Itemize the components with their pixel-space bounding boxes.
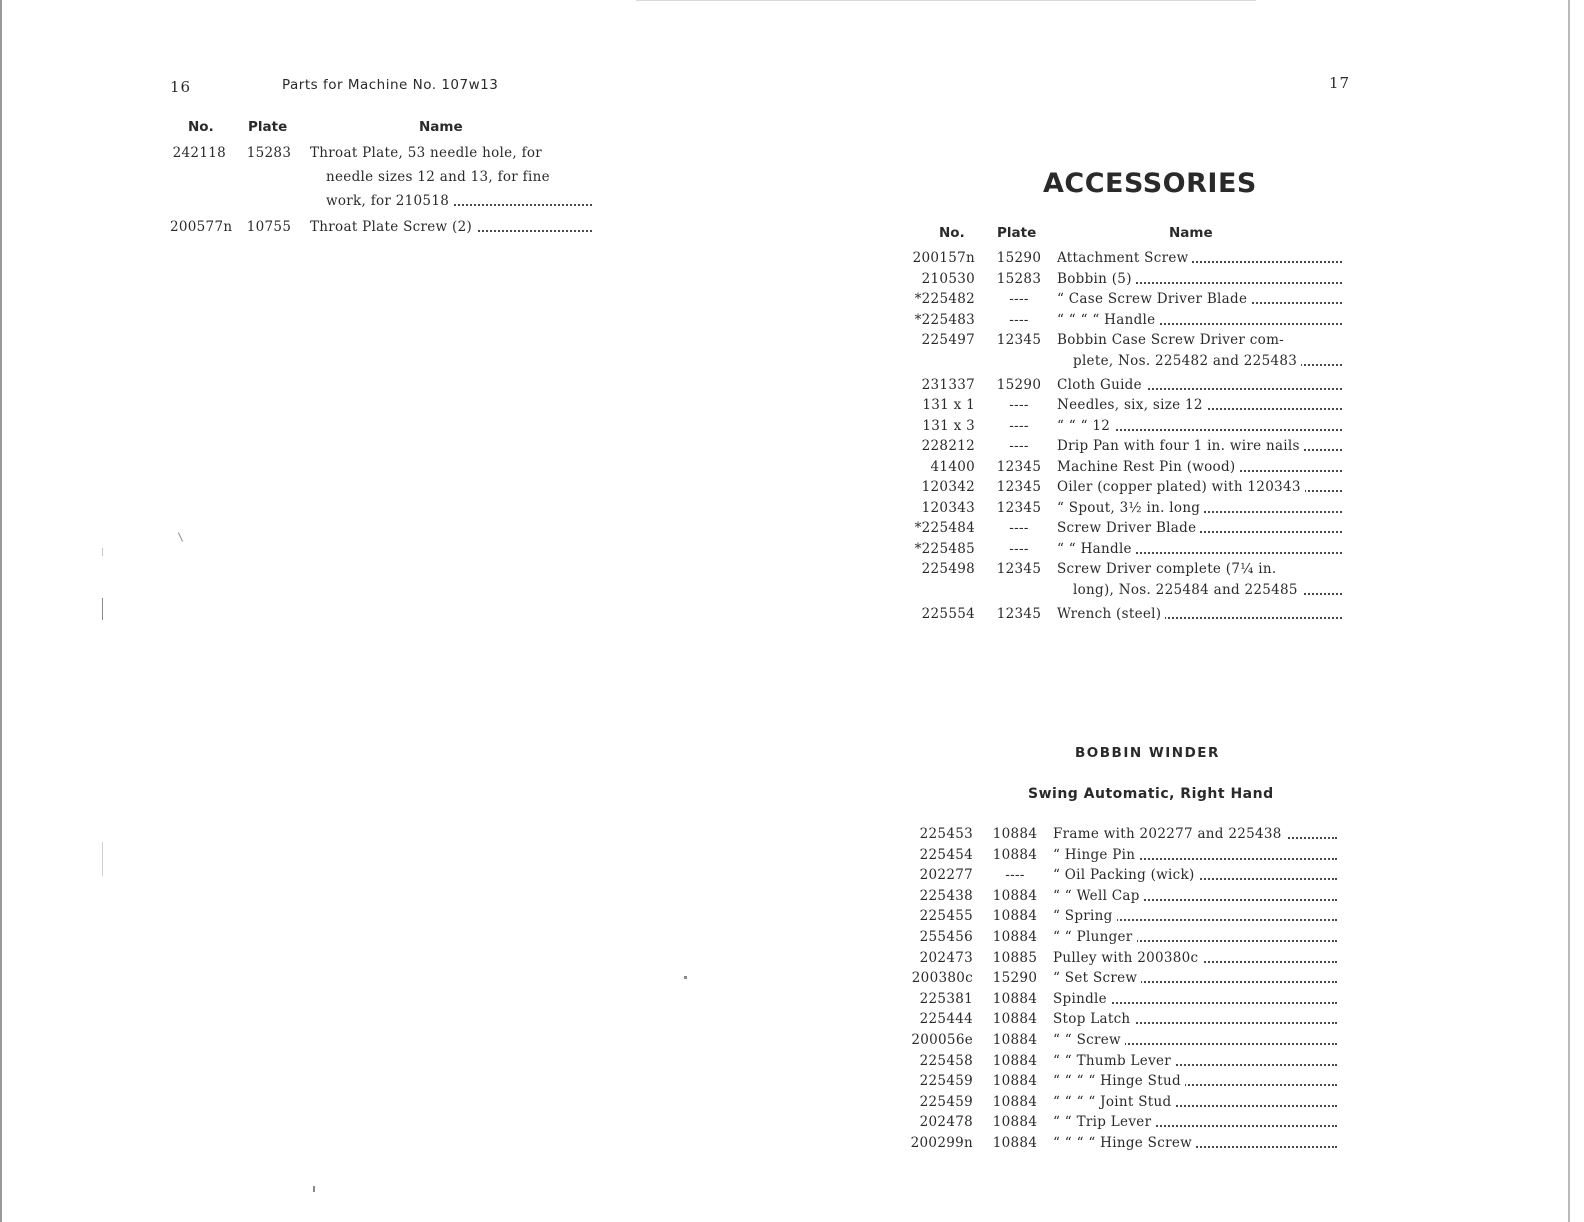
part-name [310,145,592,161]
part-name-text: Bobbin (5) [1057,271,1136,287]
part-name-text: “ “ “ 12 [1057,418,1114,434]
part-name-text: Screw Driver complete (7¼ in. [1057,561,1280,577]
part-name [1053,929,1337,945]
part-name [1053,908,1337,924]
part-name-text: needle sizes 12 and 13, for fine [326,169,554,185]
part-number: 225459 [919,1093,973,1110]
part-number: 225454 [919,846,973,863]
part-name [326,169,592,185]
part-number: 120342 [921,479,975,495]
plate-number: 10884 [992,908,1038,925]
part-name [1053,826,1337,842]
scan-speck [178,532,183,541]
part-name [1053,1135,1337,1151]
col-header-no: No. [188,119,214,135]
plate-number: 10884 [992,990,1038,1007]
part-name-text: “ “ Well Cap [1053,888,1144,904]
part-name-text: Pulley with 200380c [1053,950,1202,966]
plate-number: 10755 [246,219,292,235]
plate-number: 10884 [992,887,1038,904]
bobbin-winder-subtitle: Swing Automatic, Right Hand [1028,786,1274,802]
acc-col-header-plate: Plate [997,225,1037,241]
plate-number: 10884 [992,826,1038,842]
right-page-number: 17 [1329,74,1351,92]
part-name-text: long), Nos. 225484 and 225485 [1073,582,1302,598]
part-number: 225455 [919,908,973,925]
acc-col-header-name: Name [1169,225,1213,241]
col-header-name: Name [419,119,463,135]
scan-speck [102,598,103,620]
part-number: 200299n [910,1135,973,1151]
part-number: *225485 [914,540,975,557]
part-name-text: Spindle [1053,991,1111,1007]
part-name [1057,500,1342,516]
plate-number: ---- [1009,540,1029,557]
left-page-number: 16 [170,78,192,96]
part-number: 225498 [921,561,975,577]
plate-number: 12345 [996,605,1042,622]
part-number: 200157n [912,250,975,266]
plate-number: 10884 [992,929,1038,945]
part-number: 210530 [921,270,975,287]
running-head: Parts for Machine No. 107w13 [282,77,499,93]
part-name [1057,541,1342,557]
part-name [1053,991,1337,1007]
part-name [1053,1094,1337,1110]
part-name [1057,561,1342,577]
part-name-text: Drip Pan with four 1 in. wire nails [1057,438,1304,454]
part-name-text: “ Oil Packing (wick) [1053,867,1199,883]
plate-number: ---- [1009,311,1029,328]
part-name [1053,950,1337,966]
acc-col-header-no: No. [939,225,965,241]
part-name-text: “ “ Screw [1053,1032,1125,1048]
plate-number: 12345 [996,479,1042,495]
plate-number: 10884 [992,1114,1038,1131]
part-name [326,193,592,209]
plate-number: 15283 [996,270,1042,287]
page-edge-left [0,0,2,1222]
part-name [1053,1032,1337,1048]
part-name [1053,1114,1337,1130]
plate-number: 15290 [996,376,1042,393]
part-name-text: plete, Nos. 225482 and 225483 [1073,353,1301,369]
plate-number: 12345 [996,561,1042,577]
scan-speck [313,1186,315,1192]
bobbin-winder-title: BOBBIN WINDER [1075,745,1220,761]
plate-number: 10884 [992,1073,1038,1090]
part-name-text: “ Spring [1053,908,1117,924]
accessories-title: ACCESSORIES [1043,168,1257,199]
part-name-text: “ Set Screw [1053,970,1141,986]
part-name [1057,418,1342,434]
part-name [1073,353,1342,369]
plate-number: 10884 [992,1011,1038,1028]
part-name [1053,970,1337,986]
plate-number: 12345 [996,332,1042,348]
part-name-text: “ “ Trip Lever [1053,1114,1155,1130]
plate-number: 10884 [992,1093,1038,1110]
plate-number: ---- [1009,438,1029,454]
part-name-text: Cloth Guide [1057,377,1146,393]
plate-number: 12345 [996,499,1042,516]
part-name [1053,1073,1337,1089]
part-name-text: “ “ Thumb Lever [1053,1053,1175,1069]
part-name-text: work, for 210518 [326,193,453,209]
part-name [1053,888,1337,904]
part-name [1057,377,1342,393]
part-name [1057,479,1342,495]
part-name-text: Needles, six, size 12 [1057,397,1207,413]
part-number: *225484 [914,520,975,536]
part-number: 200056e [911,1032,973,1048]
part-number: 225438 [919,887,973,904]
part-number: 225444 [919,1011,973,1028]
plate-number: 10884 [992,1135,1038,1151]
part-number: 202277 [919,867,973,884]
plate-number: 15290 [992,970,1038,987]
part-number: 225458 [919,1052,973,1069]
plate-number: 10884 [992,846,1038,863]
plate-number: ---- [1009,397,1029,413]
part-number: 200380c [911,970,973,987]
part-name-text: “ “ “ “ Hinge Screw [1053,1135,1196,1151]
page-edge-right [1568,0,1570,1222]
part-name [1053,1011,1337,1027]
part-number: 202473 [919,949,973,966]
part-name-text: “ “ “ “ Joint Stud [1053,1094,1175,1110]
plate-number: 15283 [246,145,292,161]
part-name-text: “ Hinge Pin [1053,847,1139,863]
part-name-text: Frame with 202277 and 225438 [1053,826,1286,842]
part-name-text: “ “ Plunger [1053,929,1137,945]
col-header-plate: Plate [248,119,288,135]
page-edge-top [636,0,1256,1]
part-name [1057,332,1342,348]
part-number: 225554 [921,605,975,622]
part-name-text: Bobbin Case Screw Driver com- [1057,332,1288,348]
plate-number: 10885 [992,949,1038,966]
scan-speck [102,842,103,876]
part-name [1057,520,1342,536]
part-number: 41400 [930,458,975,475]
plate-number: 10884 [992,1052,1038,1069]
part-number: 228212 [921,438,975,454]
part-name-text: “ “ “ “ Hinge Stud [1053,1073,1185,1089]
part-name [1057,250,1342,266]
part-name [1053,1053,1337,1069]
part-name-text: Oiler (copper plated) with 120343 [1057,479,1305,495]
plate-number: ---- [1009,520,1029,536]
part-name [1057,312,1342,328]
part-name-text: “ “ Handle [1057,541,1136,557]
part-name-text: Attachment Screw [1057,250,1192,266]
part-number: 231337 [921,376,975,393]
part-name [1057,438,1342,454]
part-name-text: Stop Latch [1053,1011,1134,1027]
scan-speck [684,976,687,979]
part-name-text: Throat Plate, 53 needle hole, for [310,145,546,161]
part-number: 225459 [919,1073,973,1090]
part-number: 255456 [919,929,973,945]
part-number: *225483 [914,311,975,328]
part-name-text: Throat Plate Screw (2) [310,219,476,235]
part-name-text: Wrench (steel) [1057,606,1165,622]
part-number: 242118 [172,145,226,161]
plate-number: ---- [1009,291,1029,307]
part-number: *225482 [914,291,975,307]
part-name [1057,459,1342,475]
part-name [1057,271,1342,287]
part-name [310,219,592,235]
part-name-text: “ Spout, 3½ in. long [1057,500,1204,516]
part-name-text: Machine Rest Pin (wood) [1057,459,1240,475]
part-name-text: Screw Driver Blade [1057,520,1200,536]
plate-number: ---- [1009,417,1029,434]
part-number: 131 x 3 [922,417,975,434]
part-name [1053,867,1337,883]
part-name [1057,291,1342,307]
part-number: 225381 [919,990,973,1007]
part-name [1053,847,1337,863]
plate-number: ---- [1005,867,1025,884]
part-number: 225497 [921,332,975,348]
plate-number: 10884 [992,1032,1038,1048]
part-number: 131 x 1 [922,397,975,413]
part-name-text: “ “ “ “ Handle [1057,312,1159,328]
part-name [1073,582,1342,598]
part-number: 120343 [921,499,975,516]
scan-speck [102,548,103,556]
plate-number: 15290 [996,250,1042,266]
part-name-text: “ Case Screw Driver Blade [1057,291,1251,307]
part-number: 200577n [170,219,233,235]
part-name [1057,606,1342,622]
part-number: 225453 [919,826,973,842]
part-number: 202478 [919,1114,973,1131]
plate-number: 12345 [996,458,1042,475]
part-name [1057,397,1342,413]
